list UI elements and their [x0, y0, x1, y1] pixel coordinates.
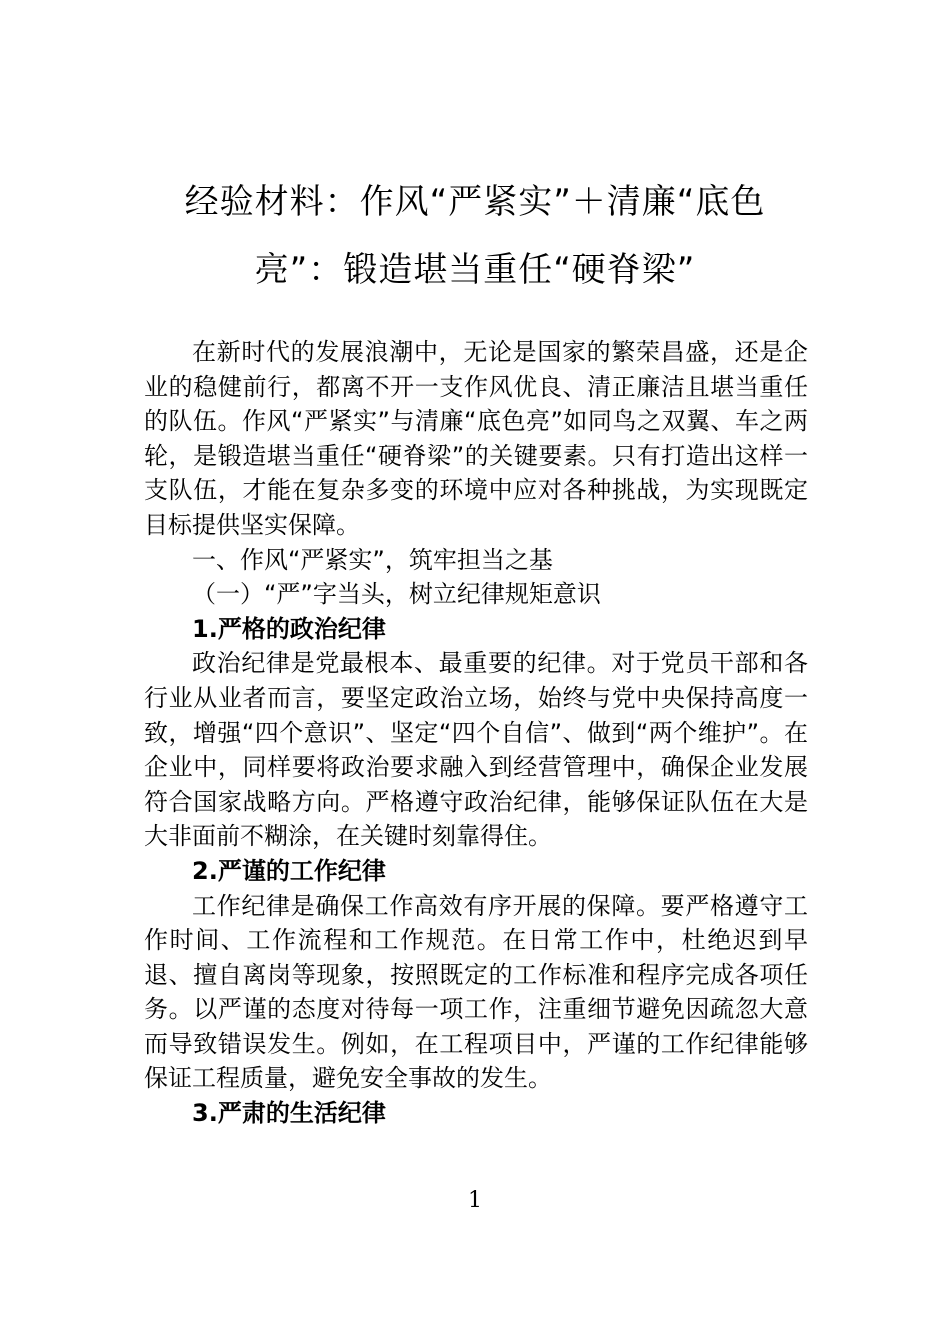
- title-line-1: 经验材料：作风“严紧实”＋清廉“底色: [184, 182, 766, 222]
- item-heading-3: 3.严肃的生活纪律: [192, 1099, 386, 1128]
- intro-paragraph: 在新时代的发展浪潮中，无论是国家的繁荣昌盛，还是企业的稳健前行，都离不开一支作风优良、清正廉洁且堪当重任的队伍。作风“严紧实”与清廉“底色亮”如同鸟之双翼、车之两轮，是锻造堪当重任“硬脊梁”的关键要素。只有打造出这样一支队伍，才能在复杂多变的环境中应对各种挑战，为实现既定目标提供坚实保障。: [144, 338, 808, 539]
- document-title: [140, 168, 810, 304]
- body-paragraph-political: 政治纪律是党最根本、最重要的纪律。对于党员干部和各行业从业者而言，要坚定政治立场，始终与党中央保持高度一致，增强“四个意识”、坚定“四个自信”、做到“两个维护”。在企业中，同样要将政治要求融入到经营管理中，确保企业发展符合国家战略方向。严格遵守政治纪律，能够保证队伍在大是大非面前不糊涂，在关键时刻靠得住。: [144, 649, 808, 851]
- item-heading-1: 1.严格的政治纪律: [192, 614, 386, 643]
- page-number: 1: [468, 1188, 482, 1213]
- section-heading-1: 一、作风“严紧实”，筑牢担当之基: [192, 545, 553, 574]
- item-heading-2: 2.严谨的工作纪律: [192, 856, 386, 885]
- document-body: [144, 335, 808, 1131]
- title-line-2: 亮”：锻造堪当重任“硬脊梁”: [254, 250, 696, 290]
- subsection-heading-1: （一）“严”字当头，树立纪律规矩意识: [192, 580, 601, 609]
- body-paragraph-work: 工作纪律是确保工作高效有序开展的保障。要严格遵守工作时间、工作流程和工作规范。在日常工作中，杜绝迟到早退、擅自离岗等现象，按照既定的工作标准和程序完成各项任务。以严谨的态度对待每一项工作，注重细节避免因疏忽大意而导致错误发生。例如，在工程项目中，严谨的工作纪律能够保证工程质量，避免安全事故的发生。: [144, 891, 808, 1093]
